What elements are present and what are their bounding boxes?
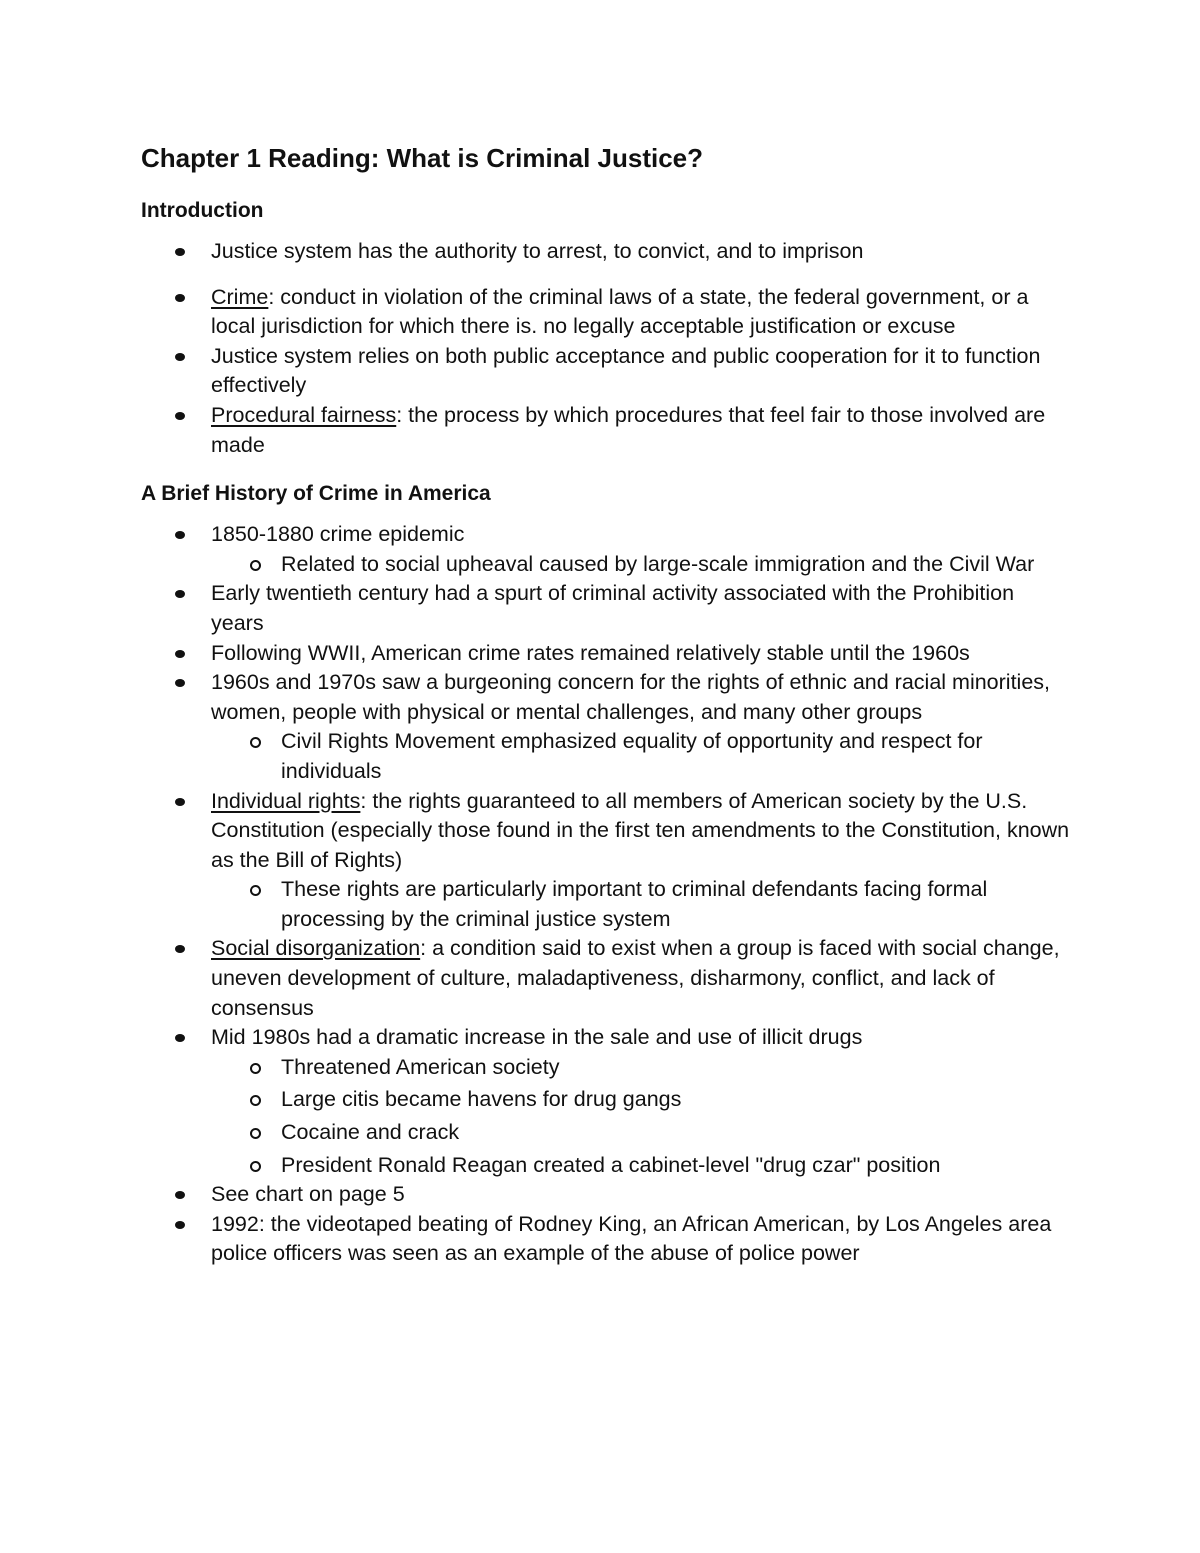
section-heading-introduction: Introduction: [141, 199, 264, 222]
introduction-list: [141, 237, 1071, 460]
list-item: [141, 342, 1071, 401]
list-item: [141, 520, 1071, 579]
bullet-text: Justice system relies on both public acceptance and public cooperation for it to function effectively: [211, 343, 1041, 398]
list-item: [141, 1023, 1071, 1180]
sub-list-item: Large citis became havens for drug gangs: [211, 1085, 1071, 1115]
list-item: [141, 787, 1071, 935]
sub-list-item: Threatened American society: [211, 1053, 1071, 1083]
sub-list-item: Civil Rights Movement emphasized equality of opportunity and respect for individuals: [211, 727, 1071, 786]
sub-list: [211, 1053, 1071, 1180]
document-page: [141, 141, 1071, 1289]
bullet-text: Following WWII, American crime rates remained relatively stable until the 1960s: [211, 640, 970, 665]
bullet-text: Mid 1980s had a dramatic increase in the sale and use of illicit drugs: [211, 1025, 863, 1050]
sub-list: [211, 550, 1071, 580]
bullet-text: : a condition said to exist when a group is faced with social change, uneven development of culture, maladaptiveness, disharmony, conflict, and lack of consensus: [211, 936, 1060, 1020]
section-heading-history: A Brief History of Crime in America: [141, 482, 491, 506]
list-item: [141, 1180, 1071, 1210]
sub-list-item: Cocaine and crack: [211, 1118, 1071, 1148]
list-item: [141, 237, 1071, 267]
list-item: [141, 934, 1071, 1023]
history-list: [141, 520, 1071, 1269]
list-item: [141, 1210, 1071, 1269]
defined-term: Social disorganization: [211, 936, 421, 961]
defined-term: Individual rights: [211, 788, 361, 813]
list-item: [141, 579, 1071, 638]
bullet-text: : the rights guaranteed to all members of American society by the U.S. Constitution (especially those found in the first ten amendments to the Constitution, known as the Bill of Rights): [211, 788, 1070, 872]
defined-term: Procedural fairness: [211, 402, 397, 427]
bullet-text: See chart on page 5: [211, 1182, 405, 1207]
sub-list: [211, 727, 1071, 786]
document-title: Chapter 1 Reading: What is Criminal Justice?: [141, 143, 703, 173]
sub-list: [211, 875, 1071, 934]
bullet-text: : the process by which procedures that feel fair to those involved are made: [211, 402, 1046, 457]
list-item: [141, 639, 1071, 669]
bullet-text: : conduct in violation of the criminal laws of a state, the federal government, or a local jurisdiction for which there is. no legally acceptable justification or excuse: [211, 284, 1029, 339]
sub-list-item: President Ronald Reagan created a cabinet-level "drug czar" position: [211, 1151, 1071, 1181]
bullet-text: 1960s and 1970s saw a burgeoning concern for the rights of ethnic and racial minorities, women, people with physical or mental challenges, and many other groups: [211, 670, 1051, 724]
sub-list-item: These rights are particularly important to criminal defendants facing formal processing by the criminal justice system: [211, 875, 1071, 934]
list-item: [141, 668, 1071, 786]
bullet-text: 1992: the videotaped beating of Rodney King, an African American, by Los Angeles area police officers was seen as an example of the abuse of police power: [211, 1211, 1052, 1266]
sub-list-item: Related to social upheaval caused by large-scale immigration and the Civil War: [211, 550, 1071, 580]
list-item: [141, 283, 1071, 342]
list-item: [141, 401, 1071, 460]
bullet-text: Early twentieth century had a spurt of criminal activity associated with the Prohibition years: [211, 581, 1015, 635]
bullet-text: Justice system has the authority to arrest, to convict, and to imprison: [211, 239, 864, 263]
defined-term: Crime: [211, 284, 269, 309]
bullet-text: 1850-1880 crime epidemic: [211, 522, 465, 547]
